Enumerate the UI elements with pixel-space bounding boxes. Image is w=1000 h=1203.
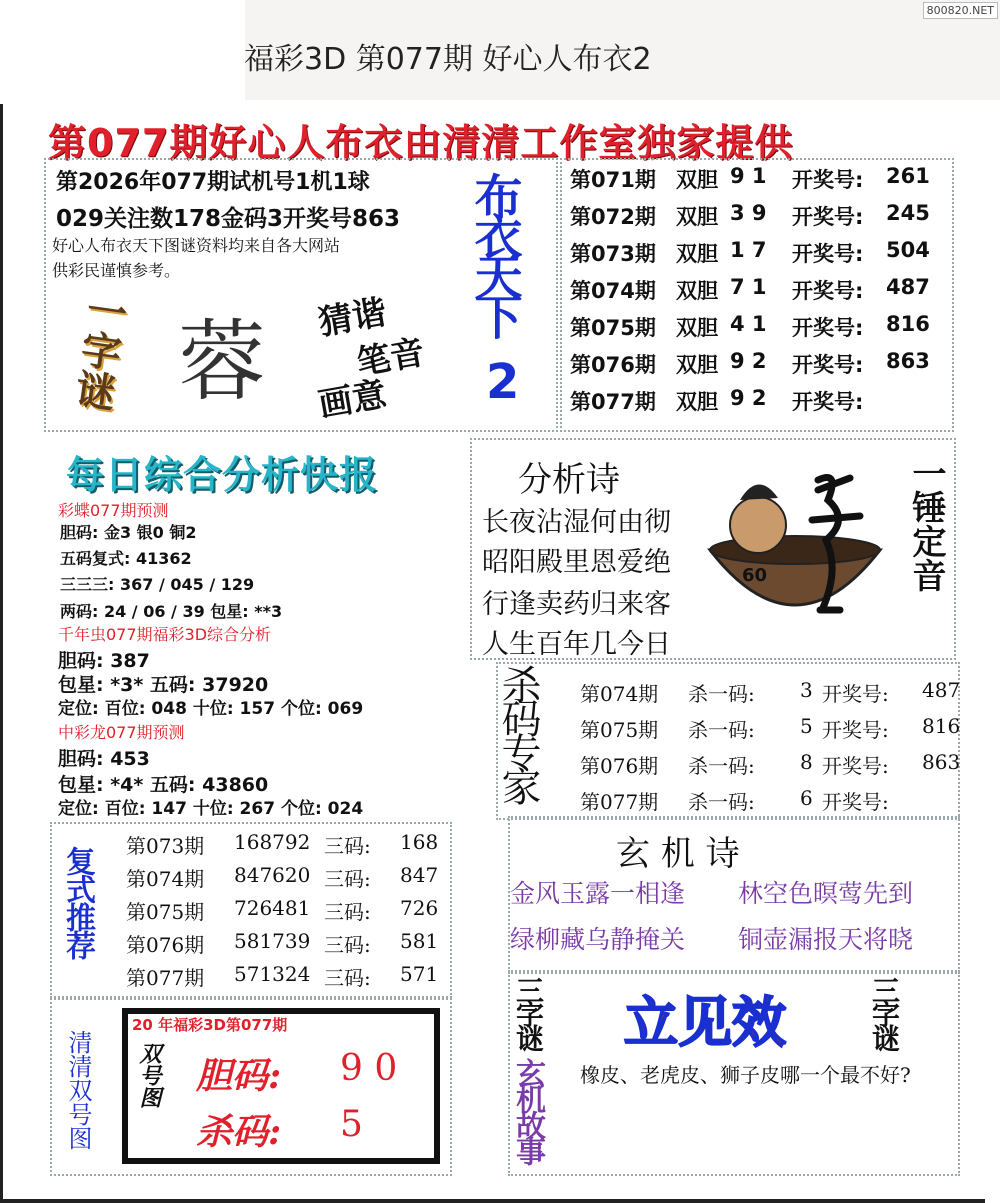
kill-open-label: 开奖号: <box>822 718 889 742</box>
fushi-label-text: 三码: <box>324 933 371 957</box>
trial-note1: 好心人布衣天下图谜资料均来自各大网站 <box>52 236 341 255</box>
fushi-three: 726 <box>400 896 439 920</box>
xuanji-l1a: 金风玉露一相逢 <box>510 879 686 908</box>
header-left-block <box>0 0 245 100</box>
bottom-question: 橡皮、老虎皮、狮子皮哪一个最不好? <box>580 1063 911 1087</box>
riddle-left: 一字谜 <box>66 287 130 413</box>
history-open: 863 <box>886 349 930 373</box>
brand-number: 2 <box>486 354 520 410</box>
daily-s2-l1: 胆码: 387 <box>58 650 150 672</box>
history-issue: 第077期 <box>570 390 656 414</box>
bottom-left-tag: 三字谜 <box>512 976 545 1048</box>
fushi-label-text: 三码: <box>324 966 371 990</box>
page-title: 福彩3D 第077期 好心人布衣2 <box>244 42 652 77</box>
bottom-right-tag: 三字谜 <box>868 976 901 1048</box>
xuanji-l2a: 绿柳藏乌静掩关 <box>510 925 686 954</box>
fushi-three: 168 <box>400 830 439 854</box>
fushi-code: 726481 <box>234 896 311 920</box>
history-pair: 3 9 <box>730 201 767 225</box>
fushi-label-text: 三码: <box>324 834 371 858</box>
fushi-issue: 第077期 <box>126 966 205 990</box>
kill-label-text: 杀一码: <box>688 682 755 706</box>
shuanghao-sha-label: 杀码: <box>196 1111 282 1153</box>
shuanghao-label: 清清双号图 <box>64 1030 92 1150</box>
fushi-label-text: 三码: <box>324 900 371 924</box>
bottom-story: 玄机故事 <box>510 1058 545 1162</box>
history-label: 双胆 <box>676 316 718 340</box>
daily-s3-title: 中彩龙077期预测 <box>58 723 185 742</box>
kill-issue: 第075期 <box>580 718 659 742</box>
riddle-right2: 笔音 <box>353 332 428 384</box>
fushi-code: 847620 <box>234 863 311 887</box>
fushi-three: 581 <box>400 929 439 953</box>
fushi-three: 847 <box>400 863 439 887</box>
history-open: 816 <box>886 312 930 336</box>
history-open-label: 开奖号: <box>792 353 864 377</box>
fushi-issue: 第074期 <box>126 867 205 891</box>
daily-s3-l2: 包星: *4* 五码: 43860 <box>58 774 269 796</box>
kill-num: 6 <box>800 786 813 810</box>
poem-line-1: 长夜沾湿何由彻 <box>482 507 671 538</box>
history-issue: 第073期 <box>570 242 656 266</box>
trial-note2: 供彩民谨慎参考。 <box>52 261 181 280</box>
history-open-label: 开奖号: <box>792 390 864 414</box>
daily-s1-l4: 两码: 24 / 06 / 39 包星: **3 <box>60 602 283 621</box>
daily-s1-l2: 五码复式: 41362 <box>60 549 192 568</box>
kill-label-text: 杀一码: <box>688 754 755 778</box>
history-label: 双胆 <box>676 205 718 229</box>
kill-label: 杀码专家 <box>495 664 541 800</box>
kill-num: 8 <box>800 750 813 774</box>
history-pair: 9 2 <box>730 349 767 373</box>
bowl-illustration <box>700 460 890 640</box>
poem-line-4: 人生百年几今日 <box>482 629 671 660</box>
history-pair: 9 2 <box>730 386 767 410</box>
history-label: 双胆 <box>676 279 718 303</box>
poem-title: 分析诗 <box>518 460 620 500</box>
daily-s2-l2: 包星: *3* 五码: 37920 <box>58 674 269 696</box>
history-open: 504 <box>886 238 930 262</box>
history-label: 双胆 <box>676 242 718 266</box>
history-open-label: 开奖号: <box>792 316 864 340</box>
poem-side: 一锤定音 <box>906 456 946 592</box>
kill-num: 3 <box>800 678 813 702</box>
fushi-label-text: 三码: <box>324 867 371 891</box>
history-open-label: 开奖号: <box>792 242 864 266</box>
history-label: 双胆 <box>676 168 718 192</box>
kill-open: 816 <box>922 714 961 738</box>
xuanji-title: 玄 机 诗 <box>616 834 740 874</box>
history-issue: 第074期 <box>570 279 656 303</box>
riddle-right1: 猜谐 <box>315 292 390 344</box>
history-open-label: 开奖号: <box>792 279 864 303</box>
kill-num: 5 <box>800 714 813 738</box>
history-open-label: 开奖号: <box>792 205 864 229</box>
poem-line-3: 行逢卖药归来客 <box>482 589 671 620</box>
kill-issue: 第077期 <box>580 790 659 814</box>
shuanghao-dan-value: 9 0 <box>340 1048 398 1089</box>
daily-s1-title: 彩蝶077期预测 <box>58 501 169 520</box>
daily-s2-title: 千年虫077期福彩3D综合分析 <box>58 625 272 644</box>
history-open: 245 <box>886 201 930 225</box>
watermark: 800820.NET <box>923 2 998 19</box>
fushi-code: 571324 <box>234 962 311 986</box>
fushi-code: 168792 <box>234 830 311 854</box>
history-label: 双胆 <box>676 353 718 377</box>
kill-open: 863 <box>922 750 961 774</box>
history-pair: 9 1 <box>730 164 767 188</box>
fushi-issue: 第076期 <box>126 933 205 957</box>
fushi-issue: 第075期 <box>126 900 205 924</box>
history-open: 487 <box>886 275 930 299</box>
riddle-right3: 画意 <box>315 374 390 426</box>
history-label: 双胆 <box>676 390 718 414</box>
fushi-three: 571 <box>400 962 439 986</box>
daily-s1-l1: 胆码: 金3 银0 铜2 <box>60 523 197 542</box>
shuanghao-sha-value: 5 <box>340 1104 363 1145</box>
kill-open-label: 开奖号: <box>822 790 889 814</box>
kill-label-text: 杀一码: <box>688 718 755 742</box>
brand-vertical: 布衣天下 <box>466 172 522 332</box>
shuanghao-dan-label: 胆码: <box>196 1055 282 1097</box>
history-pair: 4 1 <box>730 312 767 336</box>
history-issue: 第071期 <box>570 168 656 192</box>
daily-title: 每日综合分析快报 <box>66 453 379 497</box>
shuanghao-card-title: 20 年福彩3D第077期 <box>132 1016 288 1034</box>
fushi-label: 复式推荐 <box>60 846 95 958</box>
kill-issue: 第076期 <box>580 754 659 778</box>
xuanji-l1b: 林空色暝莺先到 <box>738 879 914 908</box>
history-pair: 1 7 <box>730 238 767 262</box>
bottom-headline: 立见效 <box>624 991 786 1054</box>
history-issue: 第072期 <box>570 205 656 229</box>
history-open-label: 开奖号: <box>792 168 864 192</box>
shuanghao-card-side: 双号图 <box>136 1042 162 1108</box>
trial-line1: 第2026年077期试机号1机1球 <box>56 170 370 195</box>
kill-issue: 第074期 <box>580 682 659 706</box>
daily-s2-l3: 定位: 百位: 048 十位: 157 个位: 069 <box>58 699 364 719</box>
history-issue: 第076期 <box>570 353 656 377</box>
fushi-code: 581739 <box>234 929 311 953</box>
poem-line-2: 昭阳殿里恩爱绝 <box>482 547 671 578</box>
kill-open-label: 开奖号: <box>822 754 889 778</box>
fushi-issue: 第073期 <box>126 834 205 858</box>
banner: 第077期好心人布衣由清清工作室独家提供 <box>48 121 794 165</box>
xuanji-l2b: 铜壶漏报天将晓 <box>738 925 914 954</box>
daily-s3-l3: 定位: 百位: 147 十位: 267 个位: 024 <box>58 799 364 819</box>
kill-label-text: 杀一码: <box>688 790 755 814</box>
trial-line2: 029关注数178金码3开奖号863 <box>56 206 401 232</box>
daily-s3-l1: 胆码: 453 <box>58 748 150 770</box>
history-issue: 第075期 <box>570 316 656 340</box>
riddle-char: 蓉 <box>178 310 267 413</box>
kill-open-label: 开奖号: <box>822 682 889 706</box>
history-pair: 7 1 <box>730 275 767 299</box>
history-open: 261 <box>886 164 930 188</box>
daily-s1-l3: 三三三: 367 / 045 / 129 <box>60 575 255 594</box>
kill-open: 487 <box>922 678 961 702</box>
bowl-number: 60 <box>742 565 768 586</box>
